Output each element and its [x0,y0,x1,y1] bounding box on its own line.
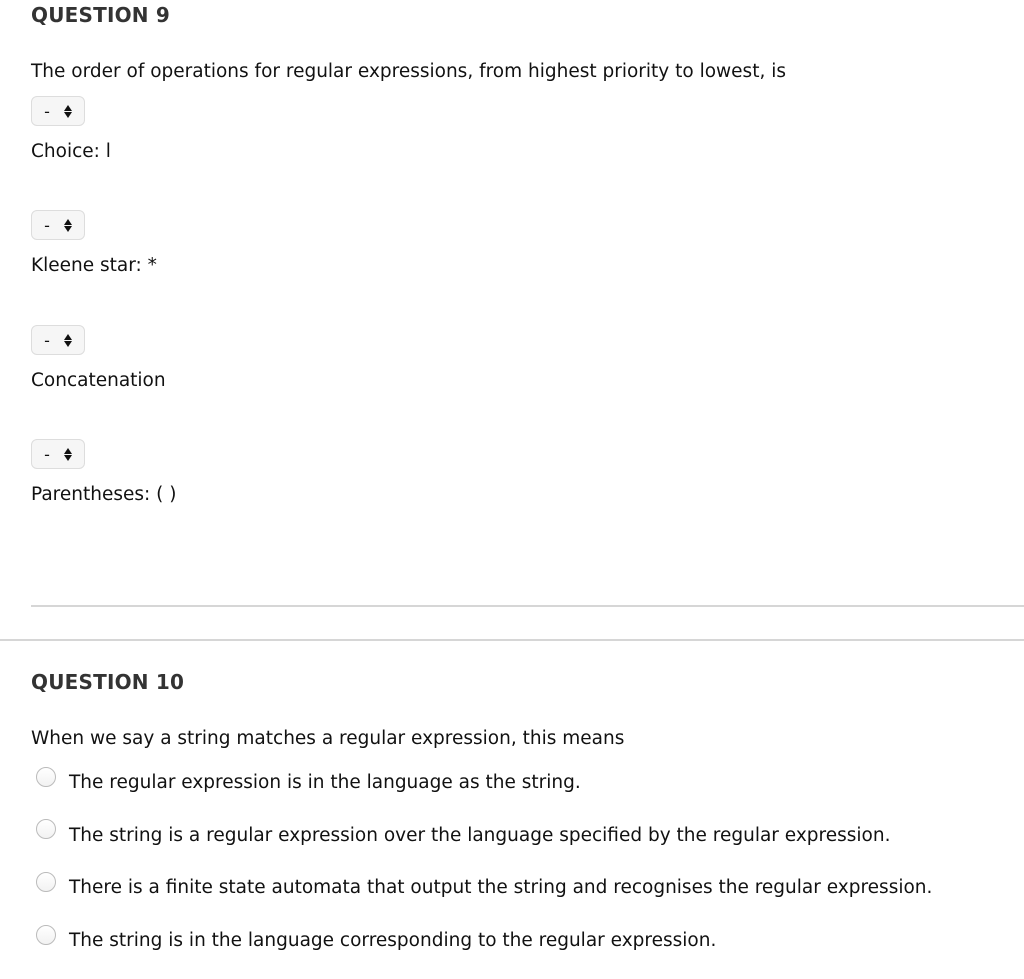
question-9-prompt: The order of operations for regular expressions, from highest priority to lowest, is [31,61,786,82]
order-select-2[interactable] [31,210,85,240]
option-label[interactable]: There is a finite state automata that output the string and recognises the regular expression. [69,877,933,898]
item-label: Parentheses: ( ) [31,484,177,505]
question-10-title: QUESTION 10 [31,670,185,694]
option-label[interactable]: The string is a regular expression over the language specified by the regular expression. [69,825,891,846]
order-select-1[interactable] [31,96,85,126]
select-value: - [44,330,50,350]
select-value: - [44,101,50,121]
divider [31,605,1024,607]
item-label: Concatenation [31,370,166,391]
option-radio-1[interactable] [36,767,56,787]
item-label: Kleene star: * [31,255,157,276]
question-9-title: QUESTION 9 [31,3,171,27]
question-10-prompt: When we say a string matches a regular expression, this means [31,728,625,749]
option-radio-3[interactable] [36,872,56,892]
option-label[interactable]: The regular expression is in the language as the string. [69,772,581,793]
up-down-arrows-icon [64,334,72,347]
up-down-arrows-icon [64,448,72,461]
order-select-4[interactable] [31,439,85,469]
option-radio-4[interactable] [36,925,56,945]
item-label: Choice: l [31,141,111,162]
up-down-arrows-icon [64,219,72,232]
up-down-arrows-icon [64,105,72,118]
option-label[interactable]: The string is in the language corresponding to the regular expression. [69,930,717,951]
option-radio-2[interactable] [36,819,56,839]
order-select-3[interactable] [31,325,85,355]
section-divider [0,639,1024,641]
select-value: - [44,215,50,235]
select-value: - [44,444,50,464]
